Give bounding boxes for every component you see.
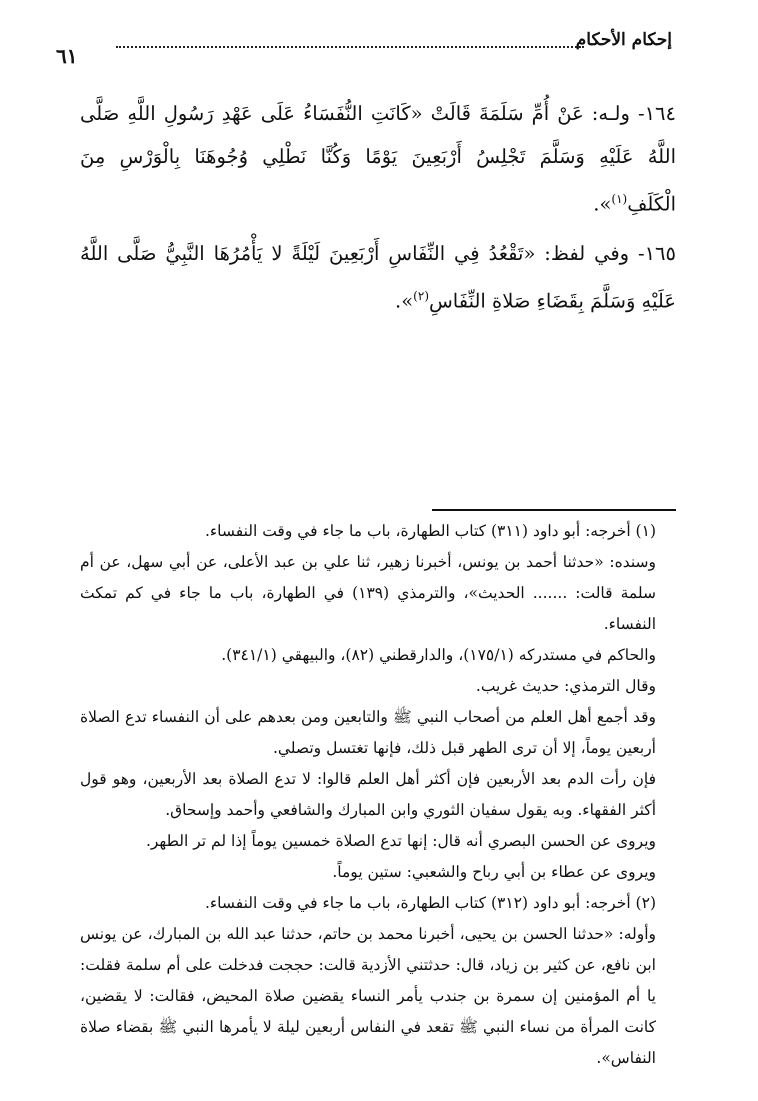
footnote-ref[interactable]: (٢) — [413, 288, 429, 303]
footnote-paragraph: وقال الترمذي: حديث غريب. — [475, 677, 656, 695]
hadith-165: ١٦٥- وفي لفظ: «تَقْعُدُ فِي النِّفَاسِ أَرْبَعِينَ لَيْلَةً لا يَأْمُرُهَا النَّبِيُّ صَلَّى اللَّهُ عَلَيْهِ وَسَلَّمَ بِقَضَاءِ صَلاةِ النِّفَاسِ$^{(٢)}$». — [80, 241, 676, 312]
hadith-end: ». — [593, 192, 612, 216]
footnote-paragraph: والحاكم في مستدركه (١٧٥/١)، والدارقطني (٨٢)، والبيهقي (٣٤١/١). — [221, 646, 656, 664]
running-header — [56, 30, 672, 70]
running-title: إحكام الأحكام — [575, 30, 672, 50]
footnote-1: (١) أخرجه: أبو داود (٣١١) كتاب الطهارة، باب ما جاء في وقت النفساء. — [204, 522, 656, 540]
footnote-paragraph: وسنده: «حدثنا أحمد بن يونس، أخبرنا زهير، ثنا علي بن عبد الأعلى، عن أبي سهل، عن أم سلمة قالت: ....... الحديث»، والترمذي (١٣٩) في الطهارة، باب ما جاء في كم تمكث النفساء. — [80, 553, 656, 633]
hadith-number: ١٦٤ — [644, 102, 676, 125]
hadith-text: «تَقْعُدُ فِي النِّفَاسِ أَرْبَعِينَ لَيْلَةً لا يَأْمُرُهَا النَّبِيُّ صَلَّى اللَّهُ عَلَيْهِ وَسَلَّمَ بِقَضَاءِ صَلاةِ النِّفَاسِ — [80, 241, 676, 312]
hadith-number: ١٦٥ — [644, 241, 676, 265]
footnote-paragraph: وقد أجمع أهل العلم من أصحاب النبي ﷺ والتابعين ومن بعدهم على أن النفساء تدع الصلاة أربعين يوماً، إلا أن ترى الطهر قبل ذلك، فإنها تغتسل وتصلي. — [80, 708, 656, 757]
page-number: ٦١ — [56, 44, 78, 68]
footnote-separator — [432, 509, 676, 511]
hadith-lead: وفي لفظ: — [535, 241, 630, 265]
footnote-paragraph: ويروى عن عطاء بن أبي رباح والشعبي: ستين يوماً. — [332, 863, 656, 881]
footnote-paragraph: فإن رأت الدم بعد الأربعين فإن أكثر أهل العلم قالوا: لا تدع الصلاة بعد الأربعين، وهو قول أكثر الفقهاء. وبه يقول سفيان الثوري وابن المبارك والشافعي وأحمد وإسحاق. — [80, 770, 656, 819]
hadith-164: ١٦٤- ولـه: عَنْ أُمِّ سَلَمَةَ قَالَتْ «كَانَتِ النُّفَسَاءُ عَلَى عَهْدِ رَسُولِ اللَّهِ صَلَّى اللَّهُ عَلَيْهِ وَسَلَّمَ تَجْلِسُ أَرْبَعِينَ يَوْمًا وَكُنَّا نَطْلِي وُجُوهَنَا بِالْوَرْسِ مِنَ الْكَلَفِ$^{(١)}$». — [80, 102, 676, 216]
main-text — [80, 92, 676, 322]
footnote-paragraph: ويروى عن الحسن البصري أنه قال: إنها تدع الصلاة خمسين يوماً إذا لم تر الطهر. — [145, 832, 656, 850]
footnote-paragraph: وأوله: «حدثنا الحسن بن يحيى، أخبرنا محمد بن حاتم، حدثنا عبد الله بن المبارك، عن يونس ابن نافع، عن كثير بن زياد، قال: حدثتني الأزدية قالت: حججت فدخلت على أم سلمة فقلت: يا أم المؤمنين إن سمرة بن جندب يأمر النساء يقضين صلاة المحيض، فقالت: لا يقضين، كانت المرأة من نساء النبي ﷺ تقعد في النفاس أربعين ليلة لا يأمرها النبي ﷺ بقضاء صلاة النفاس». — [80, 925, 656, 1067]
hadith-lead: ولـه: — [583, 102, 630, 125]
footnotes — [80, 516, 680, 1074]
hadith-text: عَنْ أُمِّ سَلَمَةَ قَالَتْ «كَانَتِ النُّفَسَاءُ عَلَى عَهْدِ رَسُولِ اللَّهِ صَلَّى اللَّهُ عَلَيْهِ وَسَلَّمَ تَجْلِسُ أَرْبَعِينَ يَوْمًا وَكُنَّا نَطْلِي وُجُوهَنَا بِالْوَرْسِ مِنَ الْكَلَفِ — [80, 102, 676, 216]
footnote-2: (٢) أخرجه: أبو داود (٣١٢) كتاب الطهارة، باب ما جاء في وقت النفساء. — [204, 894, 656, 912]
footnote-ref[interactable]: (١) — [611, 192, 628, 206]
hadith-end: ». — [395, 289, 414, 312]
header-leader-dots — [116, 34, 584, 48]
